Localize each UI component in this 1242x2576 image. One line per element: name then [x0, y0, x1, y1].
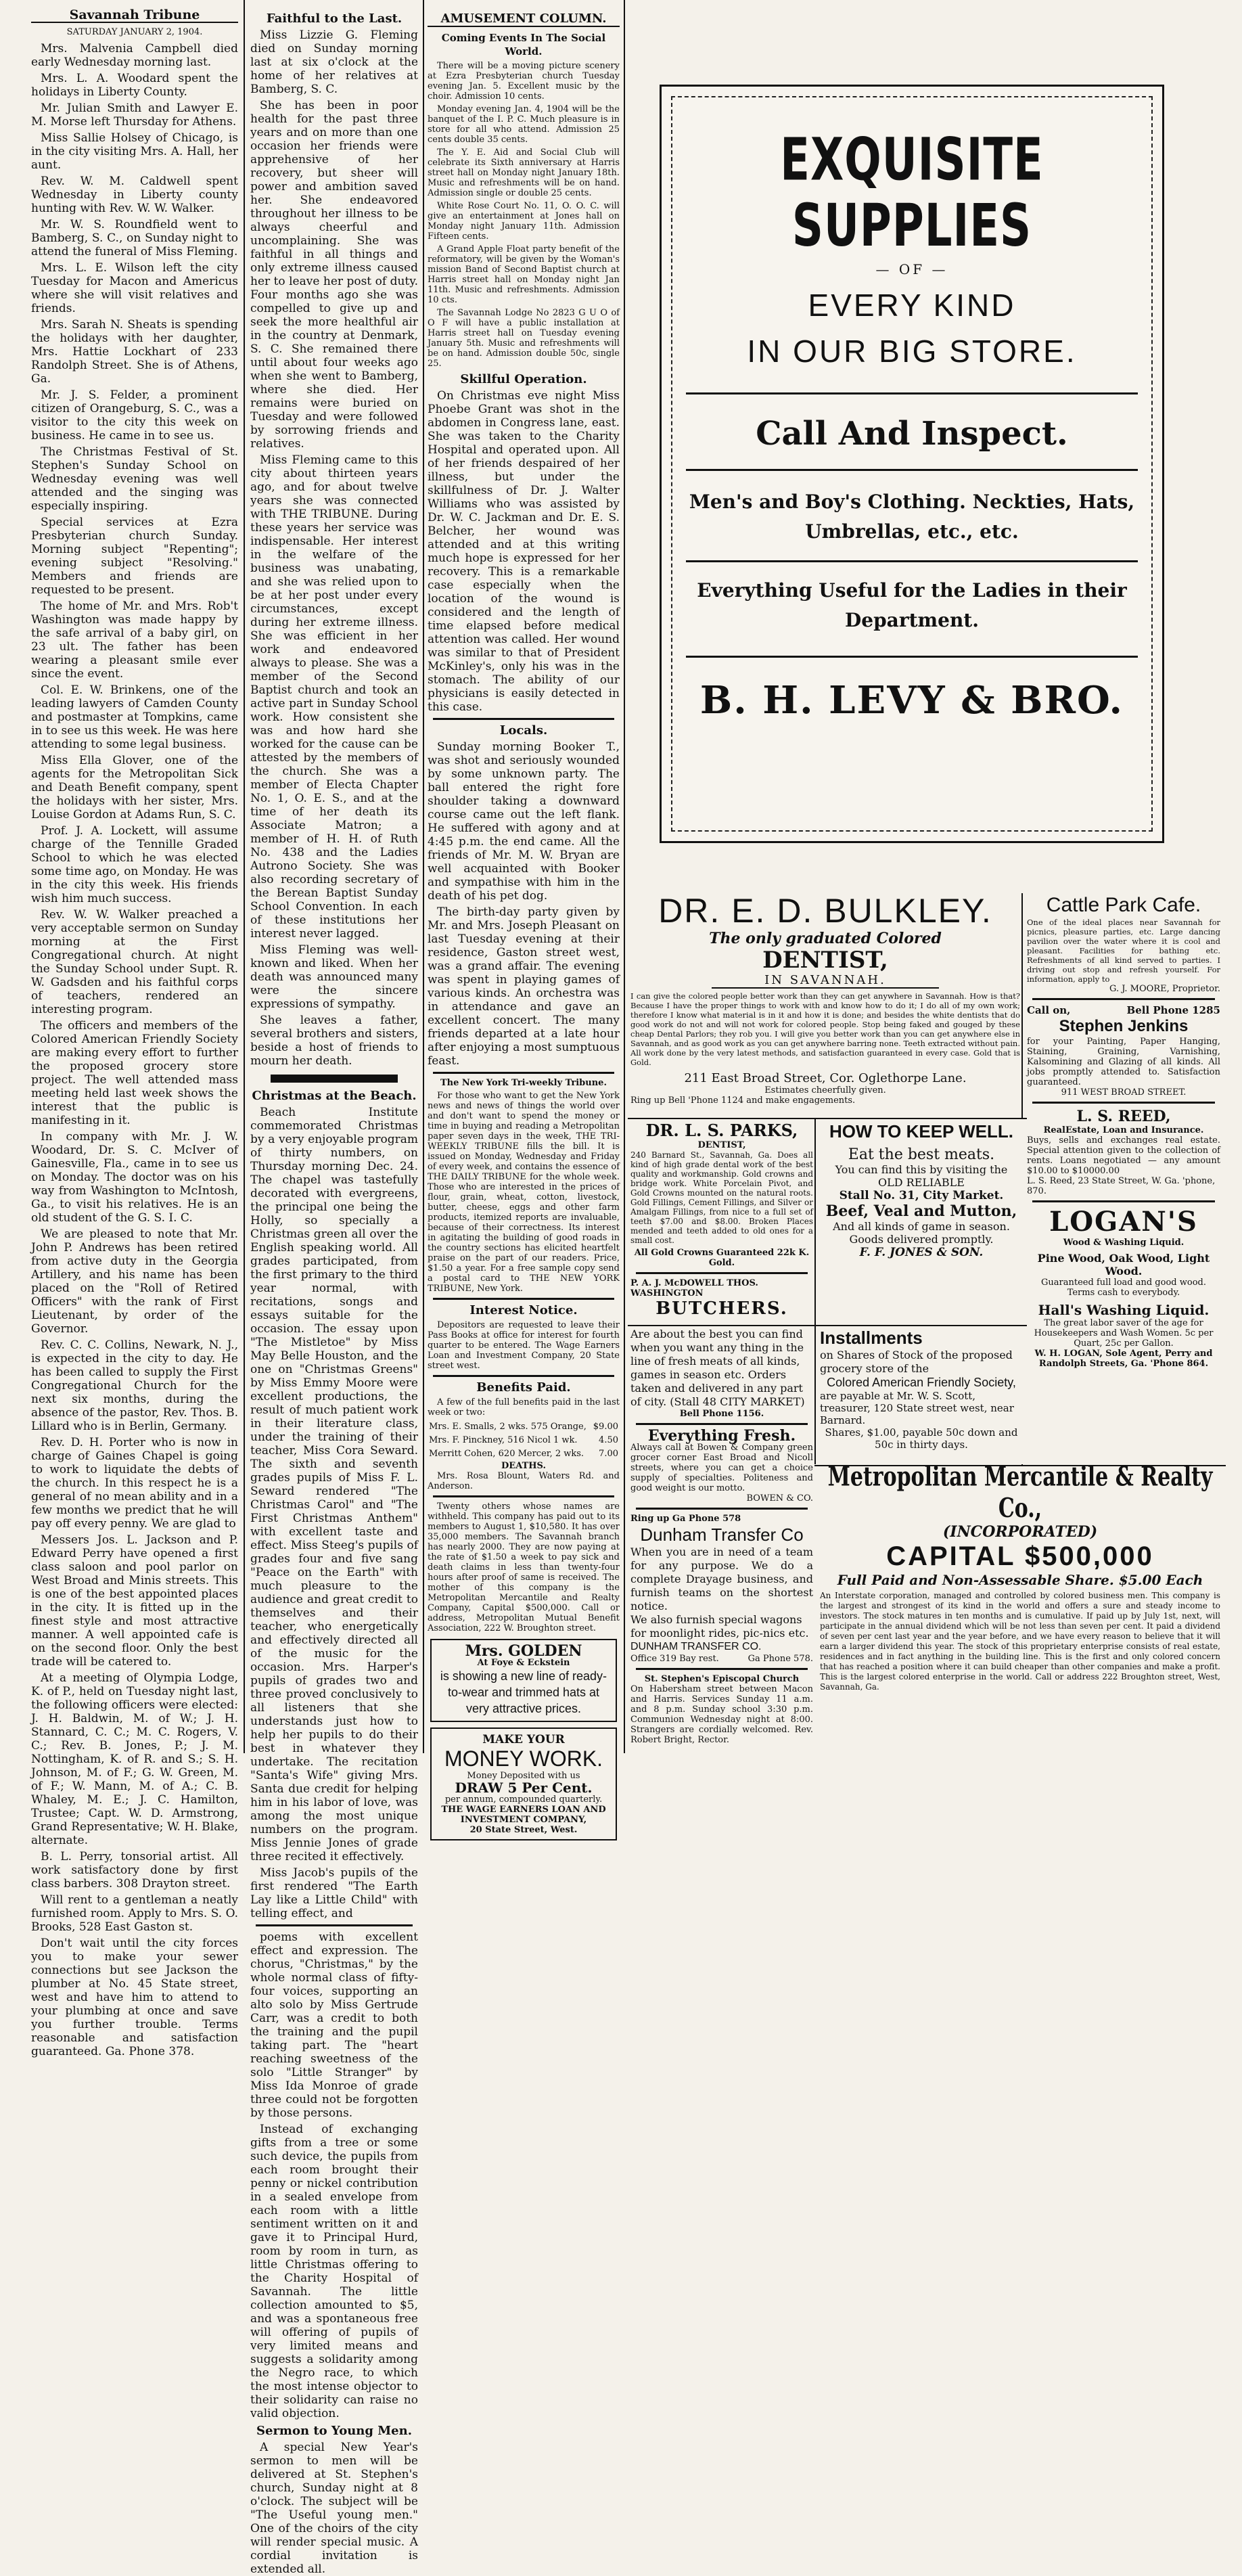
article-paragraph: Miss Sallie Holsey of Chicago, is in the city visiting Mrs. A. Hall, her aunt. — [31, 131, 238, 172]
bulkley-phone: Ring up Bell 'Phone 1124 and make engagements. — [630, 1095, 856, 1106]
article-paragraph: Beach Institute commemorated Christmas by a very enjoyable program of thirty numbers, on Thursday morning Dec. 24. The chapel was tastefully decorated with evergreens, the principal one being the Holly, so specially a Christmas green all over the English speaking world. All grades participated, from the first primary to the third year normal, with recitations, songs and essays suitable for the occasion. The essay upon "The Mistletoe" by Miss May Belle Houston, and the one on "Christmas Greens" by Miss Emmy Moore were excellent productions, the result of much patient work in their literature class, under the training of their teacher, Miss Cora Seward. The sixth and seventh grades pupils of Miss F. L. Seward rendered "The Christmas Carol" and "The First Christmas Anthem" with excellent taste and effect. Miss Steeg's pupils of grades four and five sang "Peace on the Earth" with much pleasure to the audience and great credit to themselves and their teacher, who energetically and effectively directed all of the music for the occasion. Mrs. Harper's pupils of grades two and three proved conclusively to all listeners that she understands just how to help her pupils to do their best in whatever they undertake. The recitation "Santa's Wife" giving Mrs. Santa due credit for helping him in his labor of love, was among the most unique numbers on the program. Miss Jennie Jones of grade three recited it effectively. — [250, 1106, 418, 1863]
article-paragraph: Instead of exchanging gifts from a tree or some such device, the pupils from each room brought their penny or nickel contribution in a sealed envelope from each room with a little sentiment written on it and gave it to Principal Hurd, room by room in turn, as little Christmas offering to the Charity Hospital of Savannah. The little collection amounted to $5, and was a spontaneous free will offering of pupils of very limited means and suggests a solidarity among the Negro race, to which the most intense objector to their solidarity can raise no valid objection. — [250, 2123, 418, 2420]
article-paragraph: In company with Mr. J. W. Woodard, Dr. S. C. McIver of Gainesville, Fla., came in to see us on Monday. The doctor was on his way from Washington to McIntosh, Ga., to visit his relatives. He is an old student of the G. S. I. C. — [31, 1130, 238, 1225]
column-rule — [624, 0, 625, 1753]
article-paragraph: Twenty others whose names are withheld. This company has paid out to its members to August 1, $10,580. It has over 35,000 members. The Savannah branch has nearly 2000. They are now paying at the rate of $1.50 a week to pay sick and death claims in less than twenty-four hours after proof of same is received. The mother of this company is the Metropolitan Mercantile and Realty Company, Capital $500,000. Call or address, Metropolitan Mutual Benefit Association, 222 W. Broughton street. — [428, 1501, 620, 1633]
dunham-office: Office 319 Bay rest. — [630, 1654, 719, 1664]
bulkley-title: DENTIST, — [762, 947, 888, 974]
article-paragraph: Mrs. Sarah N. Sheats is spending the holidays with her daughter, Mrs. Hattie Lockhart of 233 Randolph Street. She is of Athens, Ga. — [31, 318, 238, 386]
reed-text: Buys, sells and exchanges real estate. Special attention given to the collection of rents. Loans negotiated — any amount $10.00 to $10000.00 — [1027, 1135, 1220, 1176]
butchers-names: P. A. J. McDOWELL THOS. WASHINGTON — [630, 1278, 758, 1298]
article-paragraph: A special New Year's sermon to men will be delivered at St. Stephen's church, Sunday night at 8 o'clock. The subject will be "The Useful young men." One of the choirs of the city will render special music. A cordial invitation is extended all. — [250, 2441, 418, 2576]
logan-title: LOGAN'S — [1049, 1206, 1198, 1238]
locals-list — [428, 740, 620, 1068]
article-paragraph: Mrs. L. E. Wilson left the city Tuesday for Macon and Americus where she will visit relatives and friends. — [31, 261, 238, 315]
divider — [686, 469, 1138, 471]
parks-text: 240 Barnard St., Savannah, Ga. Does all kind of high grade dental work of the best quality and workmanship. Gold crowns and bridge work. White Porcelain Pivot, and Gold Crowns mounted on the natural roots. Gold Fillings, Cement Fillings, and Silver or Amalgam Fillings, from nice to a full set of teeth $7.00 and $8.00. Broken Places mended and teeth added to old ones for a small cost. — [630, 1150, 813, 1245]
bulkley-name: DR. E. D. BULKLEY. — [658, 892, 992, 930]
divider — [271, 1075, 398, 1083]
jenkins-name: Stephen Jenkins — [1059, 1017, 1189, 1035]
article-paragraph: A few of the full benefits paid in the last week or two: — [428, 1397, 620, 1418]
masthead: Savannah Tribune — [31, 8, 238, 23]
article-headline: Benefits Paid. — [476, 1380, 571, 1395]
logan-text1: Pine Wood, Oak Wood, Light Wood. — [1037, 1252, 1210, 1278]
dunham-phone: Ga Phone 578. — [748, 1654, 813, 1664]
benefits-table — [428, 1420, 620, 1461]
article-paragraph: On Christmas eve night Miss Phoebe Grant was shot in the abdomen in Congress lane, east. She was taken to the Charity Hospital and operated upon. All of her friends despaired of her illness, but under the skillfulness of Dr. J. Walter Williams who was assisted by Dr. W. C. Jackman and Dr. E. S. Belcher, her wound was attended and at this writing much hope is expressed for her recovery. This is a remarkable case especially when the location of the wound is considered and the length of time elapsed before medical attention was called. Her wound was similar to that of President McKinley's, only his was in the stomach. The ability of our physicians is easily detected in this case. — [428, 389, 620, 714]
bulkley-estimates: Estimates cheerfully given. — [764, 1085, 886, 1095]
levy-ad-line2: IN OUR BIG STORE. — [747, 334, 1077, 369]
article-paragraph: Messers Jos. L. Jackson and P. Edward Perry have opened a first class saloon and pool parlor on West Broad and Minis streets. This is one of the best appointed places in the city. It is fitted up in the finest style and most attractive manner. A well appointed cafe is on the second floor. Only the best trade will be catered to. — [31, 1533, 238, 1669]
article-paragraph: She leaves a father, several brothers and sisters, beside a host of friends to mourn her death. — [250, 1014, 418, 1068]
article-paragraph: There will be a moving picture scenery at Ezra Presbyterian church Tuesday evening Jan. 5. Excellent music by the choir. Admission 10 cents. — [428, 61, 620, 101]
money-per: per annum, compounded quarterly. — [444, 1794, 603, 1805]
cattle-title: Cattle Park Cafe. — [1046, 894, 1201, 916]
cattle-park-ad — [1021, 893, 1220, 1489]
article-paragraph: Prof. J. A. Lockett, will assume charge of the Tennille Graded School to which he was elected some time ago, on Monday. He was in the city this week. His friends wish him much success. — [31, 824, 238, 905]
divider — [636, 1423, 808, 1425]
article-headline: AMUSEMENT COLUMN. — [428, 12, 620, 27]
bulkley-sub: The only graduated Colored — [709, 930, 942, 947]
article-paragraph: Depositors are requested to leave their Pass Books at office for interest for fourth quarter to be entered. The Wage Earners Loan and Investment Company, 20 State street west. — [428, 1320, 620, 1371]
levy-ad-line1: EVERY KIND — [808, 288, 1016, 323]
benefit-name: Mrs. F. Pinckney, 516 Nicol 1 wk. — [429, 1435, 578, 1445]
keep-well-ad — [814, 1118, 1027, 1325]
column-rule — [244, 0, 245, 1753]
article-paragraph: Rev. D. H. Porter who is now in charge of Gaines Chapel is going to work to liquidate the debts of the church. In this respect he is a general of no mean ability and in a few months we predict that he will pay off every penny. We are glad to — [31, 1436, 238, 1531]
table-row — [428, 1434, 620, 1447]
logan-hall: Hall's Washing Liquid. — [1038, 1302, 1210, 1318]
bulkley-ad — [628, 892, 1023, 1115]
article-paragraph: Mrs. L. A. Woodard spent the holidays in Liberty County. — [31, 72, 238, 99]
golden-subtitle: At Foye & Eckstein — [477, 1658, 570, 1668]
metro-incorporated: (INCORPORATED) — [942, 1523, 1098, 1541]
money-firm: THE WAGE EARNERS LOAN AND INVESTMENT COMPANY, — [441, 1805, 606, 1825]
cattle-text: One of the ideal places near Savannah for picnics, pleasure parties, etc. Large dancing pavilion over the water where it is cool and pleasant. Facilities for bathing etc. Refreshments of all kind served to parties. I driving out stop and refresh yourself. For information, apply to — [1027, 918, 1220, 984]
jenkins-text: for your Painting, Paper Hanging, Staining, Graining, Varnishing, Kalsomining and Glazing of all kinds. All jobs promptly attended to. Satisfaction guaranteed. — [1027, 1037, 1220, 1087]
article-headline: The New York Tri-weekly Tribune. — [440, 1078, 607, 1088]
article-paragraph: A Grand Apple Float party benefit of the reformatory, will be given by the Woman's mission Band of Second Baptist church at Harris street hall on Monday night Jan 11th. Music and refreshments. Admission 10 cts. — [428, 244, 620, 305]
metro-title: Metropolitan Mercantile & Realty Co., — [827, 1462, 1213, 1524]
column-obituary — [250, 8, 418, 2576]
dunham-office-row — [630, 1654, 813, 1664]
article-paragraph: Miss Fleming came to this city about thirteen years ago, and for about twelve years she was connected with THE TRIBUNE. During these years her service was indispensable. Her interest in the welfare of the business was unabating, and she was relied upon to be at her post under every circumstances, except during her extreme illness. She was efficient in her work and endeavored always to please. She was a member of the Second Baptist church and took an active part in Sunday School work. How consistent she was and how hard she worked for the cause can be attested by the members of the church. She was a member of Electa Chapter No. 1, O. E. S., and at the time of her death its Associate Matron; a member of H. H. of Ruth No. 438 and the Ladies Autrono Society. She was also recording secretary of the Berean Baptist Sunday School Convention. In each of these institutions her interest never lagged. — [250, 453, 418, 941]
metro-capital: CAPITAL $500,000 — [886, 1541, 1154, 1571]
article-headline: Interest Notice. — [469, 1303, 578, 1317]
jenkins-call-row — [1027, 1004, 1220, 1016]
divider — [686, 392, 1138, 394]
article-paragraph: Mrs. Malvenia Campbell died early Wednesday morning last. — [31, 42, 238, 69]
article-paragraph: Miss Ella Glover, one of the agents for the Metropolitan Sick and Death Benefit company, spent the holidays with her sister, Mrs. Louise Gordon at Adams Run, S. C. — [31, 754, 238, 821]
divider — [1032, 998, 1215, 1000]
article-paragraph: Mr. Julian Smith and Lawyer E. M. Morse left Thursday for Athens. — [31, 101, 238, 129]
article-paragraph: The home of Mr. and Mrs. Rob't Washington was made happy by the safe arrival of a baby girl, on 23 ult. The father has been wearing a pleasant smile ever since the event. — [31, 600, 238, 681]
article-headline: Faithful to the Last. — [266, 12, 402, 26]
install-title: Installments — [820, 1328, 923, 1348]
installments-ad — [814, 1325, 1027, 1464]
install-text1: on Shares of Stock of the proposed grocery store of the — [820, 1349, 1013, 1375]
divider — [433, 1375, 614, 1377]
column-rule — [423, 0, 424, 1753]
money-draw: DRAW 5 Per Cent. — [455, 1780, 593, 1796]
levy-ad-firm: B. H. LEVY & BRO. — [699, 678, 1124, 723]
levy-ad-items: Men's and Boy's Clothing. Neckties, Hats, Umbrellas, etc., etc. — [689, 491, 1135, 543]
install-text2: are payable at Mr. W. S. Scott, treasurer, 120 State street west, near Barnard. — [820, 1390, 1014, 1426]
article-paragraph: Mr. J. S. Felder, a prominent citizen of Orangeburg, S. C., was a visitor to the city this week on business. He came in to see us. — [31, 388, 238, 443]
divider — [686, 560, 1138, 562]
metropolitan-ad — [814, 1462, 1226, 1746]
divider — [1032, 1200, 1215, 1202]
dunham-text: When you are in need of a team for any purpose. We do a complete Drayage business, and furnish teams on the shortest notice. — [630, 1545, 813, 1612]
logan-firm: W. H. LOGAN, Sole Agent, Perry and Randolph Streets, Ga. 'Phone 864. — [1034, 1349, 1213, 1369]
article-paragraph: Don't wait until the city forces you to make your sewer connections but see Jackson the plumber at No. 45 State street, west and have him to attend to your plumbing at once and save you further trouble. Terms reasonable and satisfaction guaranteed. Ga. Phone 378. — [31, 1937, 238, 2058]
article-paragraph: The Christmas Festival of St. Stephen's Sunday School on Wednesday evening was well attended and the singing was especially inspiring. — [31, 445, 238, 513]
golden-title: Mrs. GOLDEN — [465, 1642, 582, 1660]
article-paragraph: The Savannah Lodge No 2823 G U O of O F will have a public installation at Harris street hall on Tuesday evening January 5th. Music and refreshments will be on hand. Admission double 50c, single 25. — [428, 308, 620, 369]
article-paragraph: Miss Lizzie G. Fleming died on Sunday morning last at six o'clock at the home of her relatives at Bamberg, S. C. — [250, 28, 418, 96]
cattle-proprietor: G. J. MOORE, Proprietor. — [1109, 984, 1220, 994]
bulkley-city: IN SAVANNAH. — [712, 973, 939, 989]
levy-ad-call: Call And Inspect. — [756, 415, 1068, 453]
article-paragraph: Col. E. W. Brinkens, one of the leading lawyers of Camden County and postmaster at Tompkins, came in to see us this week. He was here attending to some legal business. — [31, 683, 238, 751]
left-lower-ads — [628, 1325, 816, 1745]
article-body — [250, 28, 418, 1068]
article-paragraph: Special services at Ezra Presbyterian church Sunday. Morning subject "Repenting"; evening subject "Resolving." Members and friends are requested to be present. — [31, 516, 238, 597]
parks-name: DR. L. S. PARKS, — [645, 1121, 798, 1140]
keep-eat: Eat the best meats. — [848, 1146, 995, 1163]
divider — [636, 1668, 808, 1670]
parks-title: DENTIST, — [697, 1140, 746, 1150]
levy-ad-of: — OF — — [875, 261, 948, 277]
levy-ad-of-text: OF — [898, 261, 925, 277]
divider — [686, 656, 1138, 658]
church-text: On Habersham street between Macon and Harris. Services Sunday 11 a.m. and 8 p.m. Sunday school 3:30 p.m. Communion Wednesday night at 8:00. Strangers are cordially welcomed. Rev. Robert Bright, Rector. — [630, 1684, 813, 1745]
jenkins-address: 911 WEST BROAD STREET. — [1061, 1087, 1187, 1098]
money-make: MAKE YOUR — [482, 1733, 565, 1746]
keep-firm: F. F. JONES & SON. — [859, 1246, 984, 1259]
metro-text: An Interstate corporation, managed and controlled by colored business men. This company is the largest and strongest of its kind in the world and offers a sure and steady income to investors. The stock matures in ten months and is cumulative. If paid up by July 1st, next, will participate in the annual dividend which will be not less than seven per cent. It paid a dividend of seven per cent last year and the year before, and we have every reason to believe that it will earn a larger dividend this year. The stock of this proprietary enterprise consists of real estate, residences and in fact anything in the building line. This is the first and only colored concern that has reached a position where it can build cheaper than other companies and make a profit. This is the largest colored enterprise in the world. Call or address 222 Broughton street, West, Savannah, Ga. — [820, 1591, 1220, 1692]
fresh-title: Everything Fresh. — [647, 1427, 796, 1445]
parks-gold: All Gold Crowns Guaranteed 22k K. Gold. — [634, 1248, 810, 1268]
money-ad — [430, 1727, 617, 1840]
article-body — [250, 1930, 418, 2420]
article-paragraph: Mrs. Rosa Blount, Waters Rd. and Anderson. — [428, 1471, 620, 1491]
article-body — [250, 1106, 418, 1920]
levy-ad-title: EXQUISITE SUPPLIES — [780, 127, 1044, 261]
levy-ad-ladies: Everything Useful for the Ladies in their Department. — [697, 579, 1127, 631]
article-headline: Skillful Operation. — [460, 372, 587, 386]
install-society: Colored American Friendly Society, — [827, 1376, 1016, 1389]
keep-game: And all kinds of game in season. Goods delivered promptly. — [833, 1220, 1010, 1246]
article-paragraph: Monday evening Jan. 4, 1904 will be the banquet of the I. P. C. Much pleasure is in store for all who attend. Admission 25 cents double 35 cents. — [428, 104, 620, 145]
article-paragraph: The officers and members of the Colored American Friendly Society are making every effort to further the proposed grocery store project. The well attended mass meeting held last week shows the interest that the public is manifesting in it. — [31, 1019, 238, 1127]
divider — [256, 1924, 413, 1926]
levy-advertisement — [660, 85, 1164, 843]
golden-ad — [430, 1639, 617, 1722]
butchers-title: BUTCHERS. — [656, 1298, 788, 1319]
benefit-name: Mrs. E. Smalls, 2 wks. 575 Orange, — [429, 1422, 586, 1432]
column-amusements — [428, 8, 620, 1835]
article-paragraph: For those who want to get the New York news and news of things the world over and don't want to spend the money or time in buying and reading a Metropolitan paper seven days in the week, THE TRI-WEEKLY TRIBUNE fills the bill. It is issued on Monday, Wednesday and Friday of every week, and contains the essence of THE DAILY TRIBUNE for the whole week. Those who are interested in the prices of flour, grain, wheat, cotton, livestock, butter, cheese, eggs and other farm products, itemized reports are invaluable, because of their correctness. Its interest in agitating the building of good roads in the country sections has elicited heartfelt praise on the part of our readers. Price, $1.50 a year. For a free sample copy send a postal card to THE NEW YORK TRIBUNE, New York. — [428, 1091, 620, 1294]
deaths-label: DEATHS. — [501, 1461, 546, 1471]
article-paragraph: Rev. W. M. Caldwell spent Wednesday in Liberty county hunting with Rev. W. W. Walker. — [31, 175, 238, 215]
divider — [636, 1508, 808, 1510]
dateline: SATURDAY JANUARY 2, 1904. — [66, 27, 203, 37]
dunham-text2: We also furnish special wagons for moonlight rides, pic-nics etc. — [630, 1613, 809, 1640]
benefit-amount: 7.00 — [599, 1449, 618, 1459]
article-paragraph: She has been in poor health for the past three years and on more than one occasion her friends were apprehensive of her recovery, but sheer will power and ambition saved her. She endeavored throughout her illness to be always cheerful and uncomplaining. She was faithful in all things and only extreme illness caused her to leave her post of duty. Four months ago she was compelled to give up and seek the more healthful air in the country at Denmark, S. C. She remained there until about four weeks ago when she went to Bamberg, where she died. Her remains were buried on Tuesday and were followed by sorrowing friends and relatives. — [250, 99, 418, 451]
article-paragraph: Mr. W. S. Roundfield went to Bamberg, S. C., on Sunday night to attend the funeral of Miss Fleming. — [31, 218, 238, 258]
article-paragraph: Sunday morning Booker T., was shot and seriously wounded by some unknown party. The ball entered the right fore shoulder taking a downward course came out the left flank. He suffered with agony and at 4:45 p.m. the end came. All the friends of Mr. M. W. Bryan are well acquainted with Booker and sympathise with him in the death of his pet dog. — [428, 740, 620, 903]
church-title: St. Stephen's Episcopal Church — [644, 1674, 800, 1684]
article-paragraph: Rev. W. W. Walker preached a very acceptable sermon on Sunday morning at the First Congregational church. At night the Sunday School under Supt. R. W. Gadsden and his faithful corps of teachers, rendered an interesting program. — [31, 908, 238, 1016]
table-row — [428, 1447, 620, 1461]
logan-text2: Guaranteed full load and good wood. Terms cash to everybody. — [1041, 1278, 1206, 1298]
bulkley-address: 211 East Broad Street, Cor. Oglethorpe Lane. — [684, 1071, 967, 1085]
butchers-text: Are about the best you can find when you want any thing in the line of fresh meats of all kinds, games in season etc. Orders taken and delivered in any part of city. (Stall 48 CITY MARKET) — [630, 1328, 805, 1408]
divider — [433, 1298, 614, 1300]
levy-ad-border — [671, 96, 1153, 832]
reed-address: L. S. Reed, 23 State Street, W. Ga. 'phone, 870. — [1027, 1176, 1216, 1196]
reed-subtitle: RealEstate, Loan and Insurance. — [1043, 1125, 1204, 1135]
article-paragraph: The birth-day party given by Mr. and Mrs. Joseph Pleasant on last Tuesday evening at their residence, Gaston street west, was a grand affair. The evening was spent in playing games of various kinds. An orchestra was in attendance and gave an excellent concert. The many friends departed at a late hour after enjoying a most sumptuous feast. — [428, 905, 620, 1068]
local-news-list — [31, 42, 238, 2058]
keep-text: You can find this by visiting the — [835, 1163, 1008, 1176]
dunham-ring: Ring up Ga Phone 578 — [630, 1514, 741, 1524]
article-subheadline: Coming Events In The Social World. — [441, 32, 606, 58]
keep-stall: Stall No. 31, City Market. — [839, 1189, 1004, 1202]
amusement-list — [428, 61, 620, 369]
benefit-amount: $9.00 — [593, 1422, 618, 1432]
benefit-amount: 4.50 — [599, 1435, 618, 1445]
logan-subtitle: Wood & Washing Liquid. — [1063, 1238, 1184, 1248]
divider — [433, 1495, 614, 1497]
article-paragraph: White Rose Court No. 11, O. O. C. will give an entertainment at Jones hall on Monday night January 11th. Admission Fifteen cents. — [428, 201, 620, 242]
money-address: 20 State Street, West. — [469, 1825, 578, 1835]
article-paragraph: poems with excellent effect and expression. The chorus, "Christmas," by the whole normal class of fifty-four voices, supporting an alto solo by Miss Gertrude Carr, was a credit to both the training and the pupil taking part. The "heart reaching sweetness of the solo "Little Stranger" by Miss Ida Monroe of grade three could not be forgotten by those persons. — [250, 1930, 418, 2120]
article-headline: Sermon to Young Men. — [256, 2424, 412, 2438]
bulkley-text: I can give the colored people better work than they can get anywhere in Savannah. How is that? Because I have the proper things to work with and know how to do it; I do all of my own work; therefore I know what material is in it and how it is done; and besides the white dentists that do good work do not and will not work for colored people. Stop being faked and gouged by these cheap Dental Parlors; they rob you. I will give you better work than you can get anywhere else in Savannah, and as good work as you can get anywhere barring none. Teeth extracted without pain. All work done by the very latest methods, and satisfaction guaranteed in every case. Gold that is Gold. — [630, 991, 1020, 1067]
article-paragraph: Miss Fleming was well-known and liked. When her death was announced many were the sincere expressions of sympathy. — [250, 943, 418, 1011]
divider — [1032, 1102, 1215, 1104]
divider — [636, 1272, 808, 1274]
parks-ad — [628, 1118, 816, 1325]
article-paragraph: Will rent to a gentleman a neatly furnished room. Apply to Mrs. S. O. Brooks, 528 East Gaston st. — [31, 1893, 238, 1934]
fresh-text: Always call at Bowen & Company green grocer corner East Broad and Nicoll streets, where you can get a choice supply of specialties. Politeness and good weight is our motto. — [630, 1443, 813, 1493]
article-paragraph: Miss Jacob's pupils of the first rendered "The Earth Lay like a Little Child" with telling effect, and — [250, 1866, 418, 1920]
metro-paid: Full Paid and Non-Assessable Share. $5.00 Each — [837, 1572, 1203, 1588]
article-paragraph: At a meeting of Olympia Lodge, K. of P., held on Tuesday night last, the following officers were elected: J. H. Baldwin, M. of W.; J. H. Stannard, C. C.; M. C. Rogers, V. C.; Rev. B. Jones, P.; J. M. Nottingham, K. of R. and S.; S. H. Johnson, M. of F.; G. W. Green, M. of F.; W. Mann, M. of A.; C. B. Whaley, M. E.; J. C. Hamilton, Trustee; Capt. W. D. Armstrong, Grand Representative; W. H. Blake, alternate. — [31, 1671, 238, 1847]
keep-old: OLD RELIABLE — [878, 1176, 965, 1189]
dunham-title: Dunham Transfer Co — [640, 1524, 804, 1545]
money-title: MONEY WORK. — [444, 1746, 603, 1771]
article-paragraph: The Y. E. Aid and Social Club will celebrate its Sixth anniversary at Harris street hall on Monday night January 18th. Music and refreshments will be on hand. Admission single or double 25 cents. — [428, 148, 620, 198]
logan-text3: The great labor saver of the age for Housekeepers and Wash Women. 5c per Quart, 25c per Gallon. — [1034, 1318, 1214, 1349]
golden-text: is showing a new line of ready-to-wear and trimmed hats at very attractive prices. — [440, 1669, 607, 1715]
money-deposit: Money Deposited with us — [467, 1771, 580, 1781]
reed-name: L. S. REED, — [1076, 1108, 1171, 1125]
butchers-phone: Bell Phone 1156. — [679, 1409, 764, 1419]
column-local-news — [31, 7, 238, 2058]
dunham-name: DUNHAM TRANSFER CO. — [630, 1641, 762, 1652]
install-text3: Shares, $1.00, payable 50c down and 50c in thirty days. — [825, 1426, 1018, 1451]
keep-title: HOW TO KEEP WELL. — [829, 1121, 1014, 1142]
article-paragraph: Rev. C. C. Collins, Newark, N. J., is expected in the city to day. He has been called to supply the First Congregational Church for the next six months, during the absence of the pastor, Rev. Thos. B. Lillard who is in Berlin, Germany. — [31, 1338, 238, 1433]
article-headline: Christmas at the Beach. — [252, 1089, 417, 1103]
jenkins-phone: Bell Phone 1285 — [1126, 1004, 1220, 1016]
article-paragraph: B. L. Perry, tonsorial artist. All work satisfactory done by first class barbers. 308 Drayton street. — [31, 1850, 238, 1891]
article-headline: Locals. — [499, 723, 548, 738]
divider — [433, 1072, 614, 1074]
divider — [433, 718, 614, 720]
keep-beef: Beef, Veal and Mutton, — [825, 1202, 1017, 1220]
table-row — [428, 1420, 620, 1434]
fresh-firm: BOWEN & CO. — [746, 1493, 813, 1504]
jenkins-call: Call on, — [1027, 1004, 1071, 1016]
article-paragraph: We are pleased to note that Mr. John P. Andrews has been retired from active duty in the Georgia Artillery, and his name has been placed on the "Roll of Retired Officers" with the rank of First Lieutenant, by order of the Governor. — [31, 1227, 238, 1336]
benefit-name: Merritt Cohen, 620 Mercer, 2 wks. — [429, 1449, 584, 1459]
